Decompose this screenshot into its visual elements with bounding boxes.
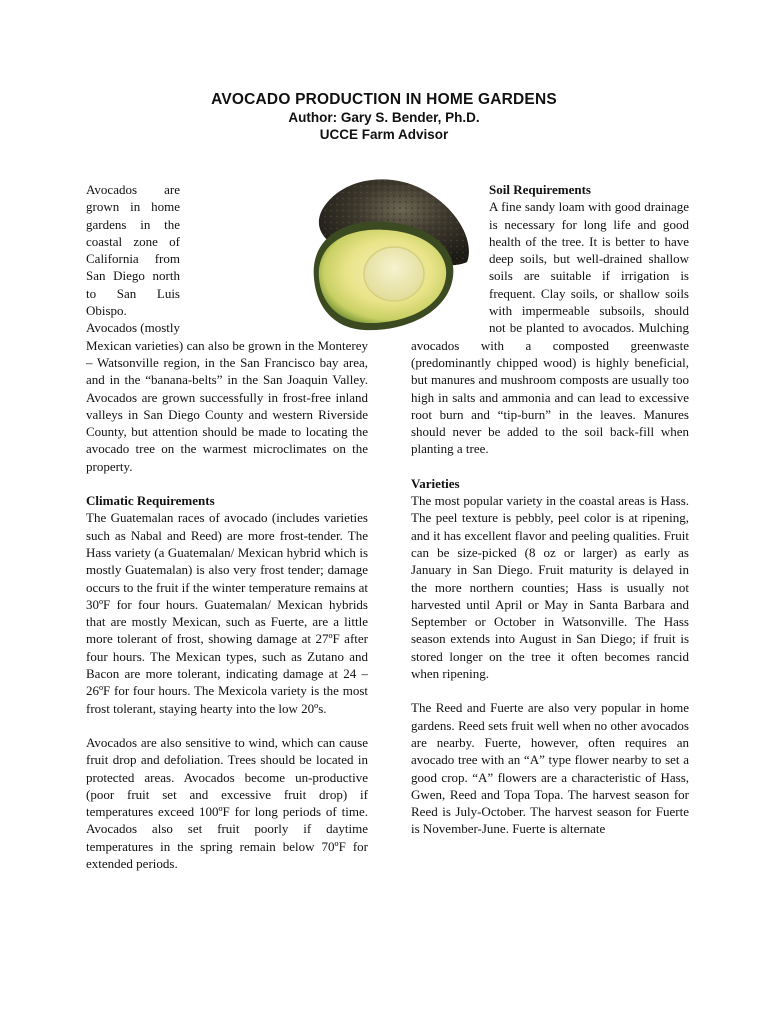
varieties-paragraph-2: The Reed and Fuerte are also very popular in home gardens. Reed sets fruit well when no other avocados are nearby. Fuerte, however, often requires an avocado tree with an “A” type flower nearby to set a good crop. “A” flowers are a characteristic of Hass, Gwen, Reed and Topa Topa. The harvest season for Reed is July-October. The harvest season for Fuerte is November-June. Fuerte is alternate xyxy=(411,700,689,837)
document-header xyxy=(0,91,768,143)
author-line: Author: Gary S. Bender, Ph.D. xyxy=(288,110,480,125)
left-column xyxy=(86,181,368,872)
soil-heading: Soil Requirements xyxy=(489,182,591,197)
intro-paragraph: Avocados are grown in home gardens in the coastal zone of California from San Diego north to San Luis Obispo. Avocados (mostly Mexican varieties) can also be grown in the Monterey – Watsonville region, in the San Francisco bay area, and in the “banana-belts” in the San Joaquin Valley. Avocados are grown successfully in frost-free inland valleys in San Diego County and western Riverside County, but attention should be made to locating the avocado tree on the warmest microclimates on the property. xyxy=(86,182,368,474)
right-column xyxy=(411,181,689,838)
climatic-heading: Climatic Requirements xyxy=(86,493,215,509)
varieties-heading: Varieties xyxy=(411,475,460,491)
soil-paragraph: A fine sandy loam with good drainage is necessary for long life and good health of the tree. It is better to have deep soils, but well-drained shallow soils are suitable if irrigation is frequent. Clay soils, or shallow soils with impermeable subsoils, should not be planted to avocados. Mulching avocados with a composted greenwaste (predominantly chipped wood) is highly beneficial, but manures and mushroom composts are usually too high in salts and ammonia and can lead to excessive root burn and “tip-burn” in the leaves. Manures should never be added to the soil back-fill when planting a tree. xyxy=(411,199,689,457)
varieties-paragraph-1: The most popular variety in the coastal areas is Hass. The peel texture is pebbly, peel color is at ripening, and it has excellent flavor and peeling qualities. Fruit can be size-picked (8 oz or larger) as early as January in San Diego. Fruit maturity is delayed in the more northern counties; Hass is usually not harvested until April or May in Santa Barbara and September or October in Watsonville. The Hass season extends into August in San Diego; if fruit is stored longer on the tree it often becomes rancid when ripening. xyxy=(411,493,689,682)
author-role: UCCE Farm Advisor xyxy=(319,127,449,142)
climatic-paragraph-2: Avocados are also sensitive to wind, which can cause fruit drop and defoliation. Trees should be located in protected areas. Avocados become un-productive (poor fruit set and excessive fruit drop) if temperatures exceed 100ºF for long periods of time. Avocados also set fruit poorly if daytime temperatures in the spring remain below 70ºF for extended periods. xyxy=(86,734,368,871)
document-title: AVOCADO PRODUCTION IN HOME GARDENS xyxy=(211,91,557,108)
climatic-paragraph-1: The Guatemalan races of avocado (includes varieties such as Nabal and Reed) are more frost-tender. The Hass variety (a Guatemalan/ Mexican hybrid which is mostly Guatemalan) is also very frost tender; damage occurs to the fruit if the winter temperature remains at 30ºF for four hours. Guatemalan/ Mexican hybrids that are mostly Mexican, such as Fuerte, are a little more tolerant of frost, showing damage at 27ºF after four hours. The Mexican types, such as Zutano and Bacon are more tolerant, indicating damage at 24 – 26ºF for four hours. The Mexicola variety is the most frost tolerant, staying hearty into the low 20ºs. xyxy=(86,510,368,716)
